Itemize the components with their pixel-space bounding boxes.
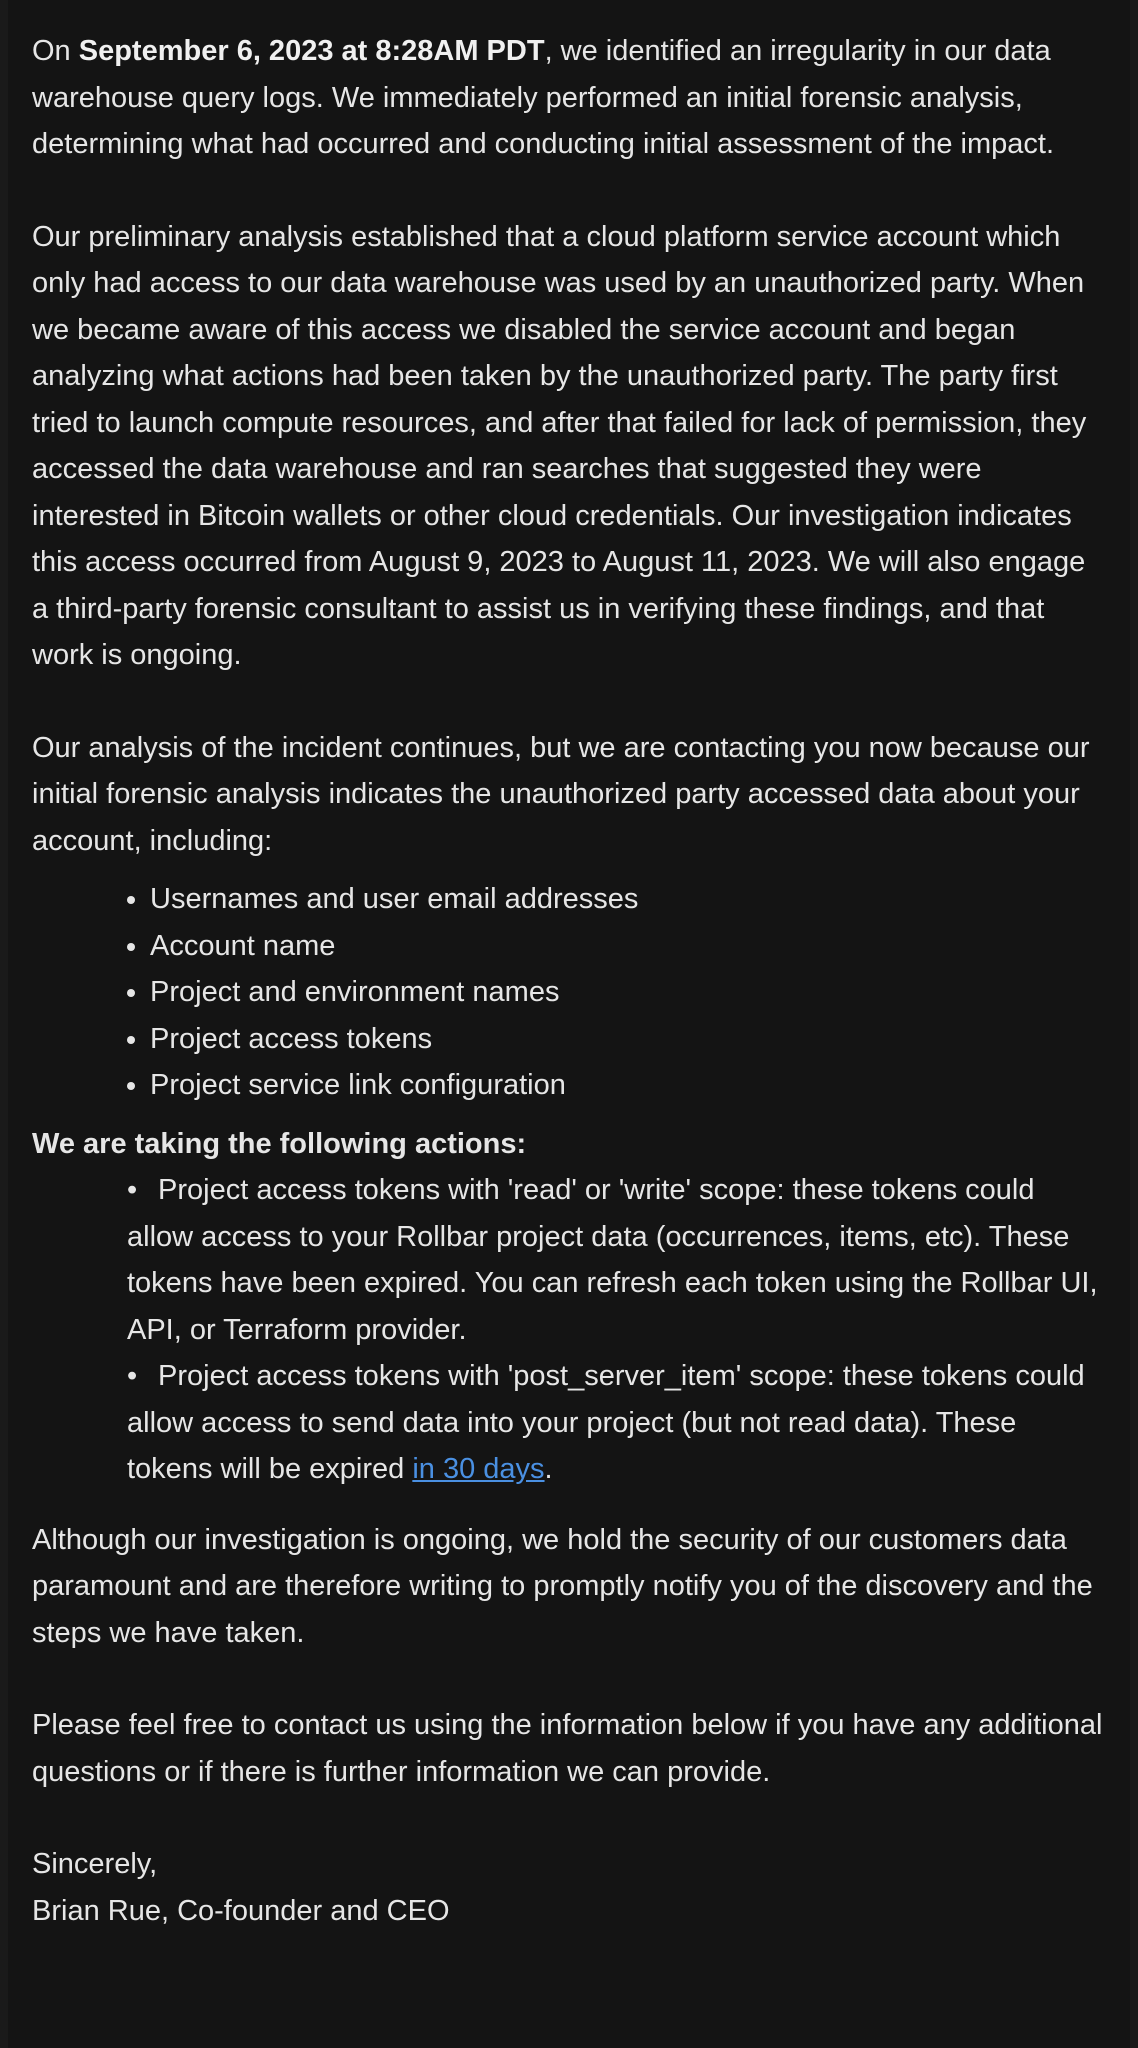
intro-paragraph: [32, 28, 1104, 168]
preliminary-analysis-paragraph: Our preliminary analysis established that a cloud platform service account which only had access to our data warehouse was used by an unauthorized party. When we became aware of this access we disabled the service account and began analyzing what actions had been taken by the unauthorized party. The party first tried to launch compute resources, and after that failed for lack of permission, they accessed the data warehouse and ran searches that suggested they were interested in Bitcoin wallets or other cloud credentials. Our investigation indicates this access occurred from August 9, 2023 to August 11, 2023. We will also engage a third-party forensic consultant to assist us in verifying these findings, and that work is ongoing.: [32, 220, 1087, 671]
list-item: • Account name: [150, 923, 1104, 970]
bullet-icon: •: [127, 1360, 138, 1392]
list-item: • Project service link configuration: [150, 1062, 1104, 1109]
closing: Sincerely,: [32, 1848, 158, 1880]
list-item: • Project and environment names: [150, 969, 1104, 1016]
bullet-icon: •: [127, 1174, 138, 1206]
incident-date: September 6, 2023 at 8:28AM PDT: [78, 35, 545, 67]
action-text: Project access tokens with 'post_server_item' scope: these tokens could allow access to send data into your project (but not read data). These tokens will be expired: [127, 1360, 1085, 1485]
accessed-data-list: [32, 876, 1104, 1109]
action-item-read-write-tokens: [127, 1167, 1104, 1353]
list-item: • Usernames and user email addresses: [150, 876, 1104, 923]
action-text: Project access tokens with 'read' or 'write' scope: these tokens could allow access to your Rollbar project data (occurrences, items, etc). These tokens have been expired. You can refresh each token using the Rollbar UI, API, or Terraform provider.: [127, 1174, 1098, 1346]
contact-paragraph: Please feel free to contact us using the information below if you have any additional questions or if there is further information we can provide.: [32, 1709, 1103, 1788]
email-body: [8, 0, 1130, 2048]
intro-prefix: On: [32, 35, 79, 67]
list-item: • Project access tokens: [150, 1016, 1104, 1063]
expiry-link[interactable]: in 30 days: [412, 1453, 545, 1485]
action-item-post-server-tokens: [127, 1353, 1104, 1493]
signature: Brian Rue, Co-founder and CEO: [32, 1894, 450, 1927]
accessed-data-paragraph: Our analysis of the incident continues, but we are contacting you now because our initial forensic analysis indicates the unauthorized party accessed data about your account, including:: [32, 731, 1090, 857]
actions-list: [32, 1167, 1104, 1493]
security-paragraph: Although our investigation is ongoing, we hold the security of our customers data paramount and are therefore writing to promptly notify you of the discovery and the steps we have taken.: [32, 1523, 1093, 1649]
action-trailing: .: [544, 1453, 553, 1485]
actions-heading: We are taking the following actions:: [32, 1127, 527, 1160]
intro-suffix: , we identified an irregularity in our data warehouse query logs. We immediately performed an initial forensic analysis, determining what had occurred and conducting initial assessment of the impact.: [32, 35, 1055, 160]
